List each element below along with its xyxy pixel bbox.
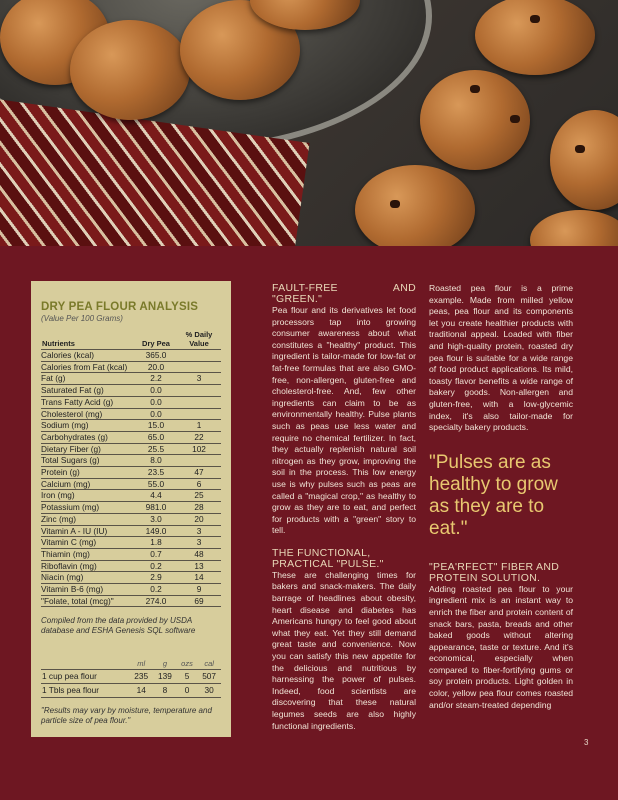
daily-value-percent: 102 — [177, 443, 221, 455]
dry-pea-value: 0.0 — [135, 408, 177, 420]
daily-value-percent: 13 — [177, 560, 221, 572]
cookies-photo — [0, 0, 618, 246]
measure-value: 235 — [129, 670, 153, 684]
dry-pea-value: 20.0 — [135, 361, 177, 373]
nutrition-row — [41, 420, 221, 432]
nutrition-row — [41, 560, 221, 572]
chocolate-chip — [575, 145, 585, 153]
cookie — [530, 210, 618, 246]
nutrition-row — [41, 396, 221, 408]
source-note: Compiled from the data provided by USDA database and ESHA Genesis SQL software — [41, 616, 196, 636]
heading-fault-free: FAULT-FREE AND "GREEN." — [272, 282, 416, 305]
cookie — [355, 165, 475, 246]
chocolate-chip — [470, 85, 480, 93]
nutrient-name: Total Sugars (g) — [41, 455, 135, 467]
measure-value: 8 — [153, 684, 177, 698]
nutrition-row — [41, 490, 221, 502]
nutrient-name: Thiamin (mg) — [41, 548, 135, 560]
daily-value-percent — [177, 385, 221, 397]
nutrient-name: Calcium (mg) — [41, 478, 135, 490]
measure-value: 14 — [129, 684, 153, 698]
nutrient-name: Fat (g) — [41, 373, 135, 385]
cookie — [475, 0, 595, 75]
dry-pea-value: 0.0 — [135, 385, 177, 397]
page-number: 3 — [584, 738, 589, 747]
nutrient-name: Calories (kcal) — [41, 350, 135, 362]
daily-value-percent: 20 — [177, 513, 221, 525]
measure-label: 1 Tbls pea flour — [41, 684, 129, 698]
nutrient-name: Riboflavin (mg) — [41, 560, 135, 572]
daily-value-percent: 22 — [177, 431, 221, 443]
text-column-1 — [272, 283, 416, 732]
pull-quote: "Pulses are as healthy to grow as they are to eat." — [429, 451, 558, 539]
daily-value-percent: 6 — [177, 478, 221, 490]
col-header-daily-value: % Daily Value — [177, 329, 221, 350]
measure-row — [41, 684, 221, 698]
daily-value-percent: 1 — [177, 420, 221, 432]
daily-value-percent: 47 — [177, 467, 221, 479]
daily-value-percent: 3 — [177, 525, 221, 537]
dry-pea-value: 981.0 — [135, 502, 177, 514]
cookie — [70, 20, 190, 120]
measure-value: 0 — [177, 684, 197, 698]
nutrition-row — [41, 350, 221, 362]
dry-pea-value: 365.0 — [135, 350, 177, 362]
nutrition-row — [41, 478, 221, 490]
dry-pea-value: 55.0 — [135, 478, 177, 490]
nutrient-name: Niacin (mg) — [41, 572, 135, 584]
col-header-ml: ml — [129, 658, 153, 670]
daily-value-percent: 25 — [177, 490, 221, 502]
col-header-ozs: ozs — [177, 658, 197, 670]
heading-protein-solution: PROTEIN SOLUTION. — [429, 571, 541, 584]
col-header-nutrients: Nutrients — [41, 329, 135, 350]
analysis-title: DRY PEA FLOUR ANALYSIS — [41, 301, 199, 313]
paragraph-pearfect: Adding roasted pea flour to your ingredient mix is an instant way to enrich the fiber and protein content of snack bars, pasta, breads and other baked goods without altering appearance, taste or texture. And it's economical, especially when compared to fiber-fortifying gums or soy protein products. Light golden in color, yellow pea flour comes roasted and/or steam-treated depending — [429, 583, 573, 710]
text-column-2 — [429, 283, 573, 711]
col-header-g: g — [153, 658, 177, 670]
nutrition-row — [41, 443, 221, 455]
nutrition-row — [41, 373, 221, 385]
heading-practical-pulse: PRACTICAL "PULSE." — [272, 557, 384, 570]
dry-pea-value: 149.0 — [135, 525, 177, 537]
paragraph-functional: These are challenging times for bakers and snack-makers. The daily barrage of headlines about obesity, heart disease and diabetes has Americans hungry to feel good about what they eat. Yet they still demand great taste and convenience. Now you can satisfy this new appetite for the delicious and nutritious by harnessing the power of pulses. Indeed, food scientists are discovering that these natural legumes seeds are also highly functional ingredients. — [272, 569, 416, 731]
cookie — [550, 110, 618, 210]
nutrient-name: Saturated Fat (g) — [41, 385, 135, 397]
nutrition-row — [41, 548, 221, 560]
dry-pea-value: 2.9 — [135, 572, 177, 584]
measure-value: 30 — [197, 684, 221, 698]
nutrient-name: Zinc (mg) — [41, 513, 135, 525]
nutrition-row — [41, 595, 221, 607]
daily-value-percent: 3 — [177, 373, 221, 385]
daily-value-percent — [177, 361, 221, 373]
nutrition-row — [41, 408, 221, 420]
nutrient-name: Sodium (mg) — [41, 420, 135, 432]
nutrition-row — [41, 467, 221, 479]
nutrient-name: Iron (mg) — [41, 490, 135, 502]
nutrition-row — [41, 455, 221, 467]
daily-value-percent — [177, 455, 221, 467]
nutrient-name: Trans Fatty Acid (g) — [41, 396, 135, 408]
nutrient-name: Vitamin B-6 (mg) — [41, 584, 135, 596]
paragraph-roasted-pea-flour: Roasted pea flour is a prime example. Made from milled yellow peas, pea flour and its components let you create healthier products with traditional appeal. Loaded with fiber and high-quality protein, roasted dry pea flour is suitable for a wide range of food product applications. Its mild, toasty flavor benefits a wide range of bakery goods. Non-allergen and gluten-free, with a low-glycemic index, it's also tailor-made for specialty bakery products. — [429, 283, 573, 433]
nutrient-name: Vitamin C (mg) — [41, 537, 135, 549]
chocolate-chip — [510, 115, 520, 123]
nutrient-name: "Folate, total (mcg)" — [41, 595, 135, 607]
chocolate-chip — [530, 15, 540, 23]
measure-row — [41, 670, 221, 684]
paragraph-fault-free: Pea flour and its derivatives let food processors tap into growing consumer awareness about what constitutes a "healthy" product. This ingredient is tailor-made for low-fat or fat-free formulas that are also GMO-free, non-allergen, gluten-free and cholesterol-free. And, few other ingredients can claim to be as environmentally healthy. Pulse plants such as peas use less water and require no chemical fertilizer. In fact, they actually replenish natural soil nitrogen as they grow, improving the soil in the process. This low energy use is why pulses such as peas are called a "magical crop," as healthy to grow as they are to eat, and perfect for products with a "green" story to tell. — [272, 305, 416, 536]
measure-value: 139 — [153, 670, 177, 684]
col-header-dry-pea: Dry Pea — [135, 329, 177, 350]
nutrition-row — [41, 361, 221, 373]
col-header-cal: cal — [197, 658, 221, 670]
pea-flour-measure-table — [41, 658, 221, 698]
daily-value-percent — [177, 396, 221, 408]
nutrient-name: Potassium (mg) — [41, 502, 135, 514]
dry-pea-value: 0.7 — [135, 548, 177, 560]
nutrient-name: Calories from Fat (kcal) — [41, 361, 135, 373]
nutrition-table — [41, 329, 221, 607]
dry-pea-value: 25.5 — [135, 443, 177, 455]
nutrient-name: Protein (g) — [41, 467, 135, 479]
daily-value-percent: 14 — [177, 572, 221, 584]
nutrient-name: Vitamin A - IU (IU) — [41, 525, 135, 537]
nutrition-row — [41, 385, 221, 397]
nutrition-row — [41, 537, 221, 549]
daily-value-percent: 69 — [177, 595, 221, 607]
dry-pea-value: 0.2 — [135, 584, 177, 596]
heading-functional: THE FUNCTIONAL, — [272, 546, 371, 559]
dry-pea-value: 0.2 — [135, 560, 177, 572]
measure-value: 507 — [197, 670, 221, 684]
nutrient-name: Cholesterol (mg) — [41, 408, 135, 420]
nutrition-row — [41, 584, 221, 596]
chocolate-chip — [390, 200, 400, 208]
dry-pea-value: 65.0 — [135, 431, 177, 443]
measure-value: 5 — [177, 670, 197, 684]
nutrition-row — [41, 525, 221, 537]
results-note: "Results may vary by moisture, temperature and particle size of pea flour." — [41, 706, 212, 726]
dry-pea-value: 3.0 — [135, 513, 177, 525]
dry-pea-value: 0.0 — [135, 396, 177, 408]
dry-pea-value: 4.4 — [135, 490, 177, 502]
dry-pea-value: 15.0 — [135, 420, 177, 432]
nutrient-name: Dietary Fiber (g) — [41, 443, 135, 455]
daily-value-percent — [177, 408, 221, 420]
nutrition-row — [41, 431, 221, 443]
nutrition-row — [41, 502, 221, 514]
heading-pearfect: "PEA'RFECT" FIBER AND — [429, 560, 560, 573]
daily-value-percent: 28 — [177, 502, 221, 514]
dry-pea-flour-analysis-panel — [31, 281, 231, 737]
dry-pea-value: 8.0 — [135, 455, 177, 467]
dry-pea-value: 274.0 — [135, 595, 177, 607]
dry-pea-value: 2.2 — [135, 373, 177, 385]
daily-value-percent: 3 — [177, 537, 221, 549]
daily-value-percent — [177, 350, 221, 362]
nutrition-row — [41, 513, 221, 525]
daily-value-percent: 48 — [177, 548, 221, 560]
measure-label: 1 cup pea flour — [41, 670, 129, 684]
dry-pea-value: 1.8 — [135, 537, 177, 549]
dry-pea-value: 23.5 — [135, 467, 177, 479]
nutrition-row — [41, 572, 221, 584]
daily-value-percent: 9 — [177, 584, 221, 596]
nutrient-name: Carbohydrates (g) — [41, 431, 135, 443]
analysis-subtitle: (Value Per 100 Grams) — [41, 314, 123, 323]
